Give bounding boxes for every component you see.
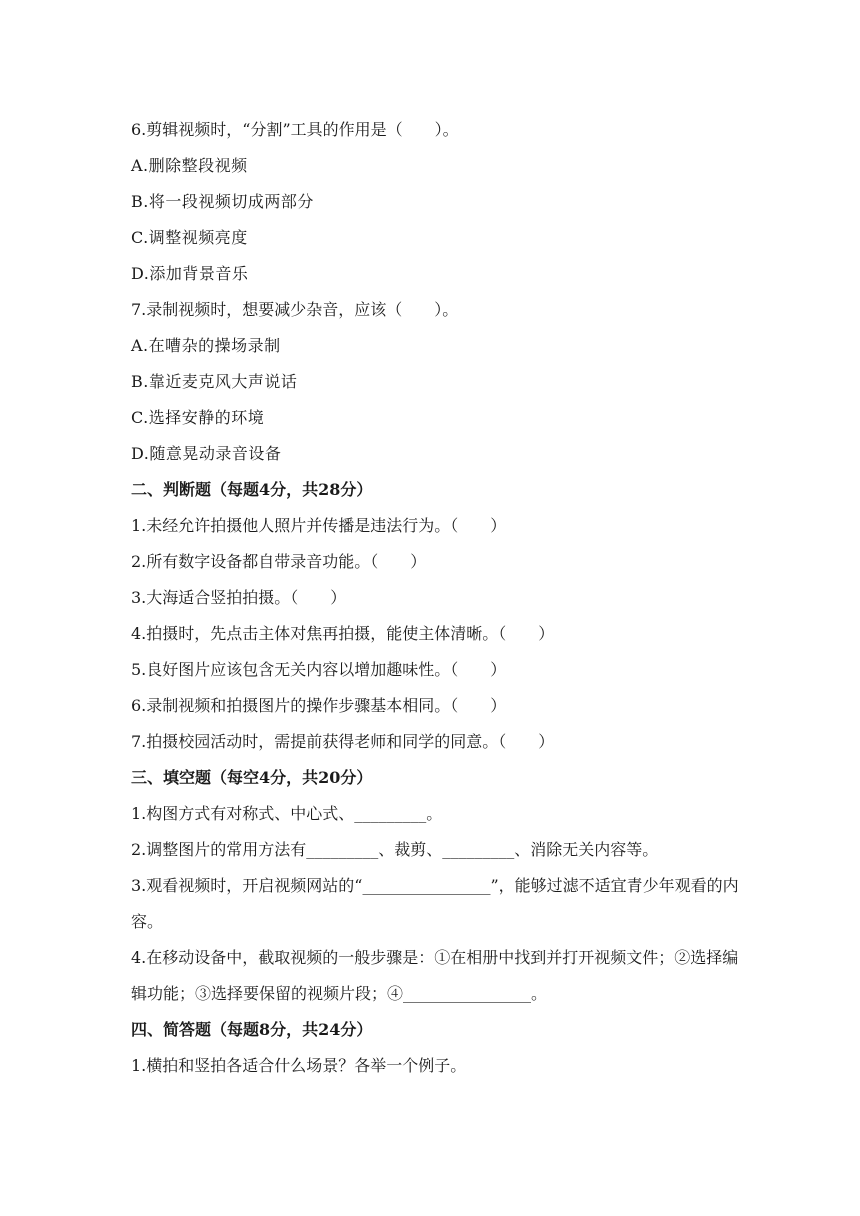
- question-7-option-a: A.在嘈杂的操场录制: [131, 336, 281, 355]
- question-6-stem: 6.剪辑视频时，“分割”工具的作用是（ ）。: [131, 120, 459, 139]
- judge-item: 7.拍摄校园活动时，需提前获得老师和同学的同意。（ ）: [131, 732, 555, 751]
- question-6-option-b: B.将一段视频切成两部分: [131, 192, 314, 211]
- question-7-option-d: D.随意晃动录音设备: [131, 444, 282, 463]
- judge-section-heading: 二、判断题（每题4分，共28分）: [131, 480, 373, 499]
- short-answer-section-heading: 四、简答题（每题8分，共24分）: [131, 1020, 373, 1039]
- short-answer-item: 1.横拍和竖拍各适合什么场景？各举一个例子。: [131, 1056, 467, 1075]
- question-7-option-c: C.选择安静的环境: [131, 408, 265, 427]
- judge-item: 4.拍摄时，先点击主体对焦再拍摄，能使主体清晰。（ ）: [131, 624, 555, 643]
- question-6-option-a: A.删除整段视频: [131, 156, 248, 175]
- judge-item: 2.所有数字设备都自带录音功能。（ ）: [131, 552, 427, 571]
- fill-item: 2.调整图片的常用方法有_________、裁剪、_________、消除无关内容等。: [131, 840, 659, 859]
- fill-item: 4.在移动设备中，截取视频的一般步骤是：①在相册中找到并打开视频文件；②选择编辑功能；③选择要保留的视频片段；④________________。: [131, 948, 739, 1003]
- fill-item: 3.观看视频时，开启视频网站的“________________”，能够过滤不适宜青少年观看的内容。: [131, 876, 739, 931]
- question-7-stem: 7.录制视频时，想要减少杂音，应该（ ）。: [131, 300, 459, 319]
- judge-item: 6.录制视频和拍摄图片的操作步骤基本相同。（ ）: [131, 696, 507, 715]
- question-6-option-c: C.调整视频亮度: [131, 228, 248, 247]
- judge-item: 5.良好图片应该包含无关内容以增加趣味性。（ ）: [131, 660, 507, 679]
- judge-item: 3.大海适合竖拍拍摄。（ ）: [131, 588, 347, 607]
- question-6-option-d: D.添加背景音乐: [131, 264, 249, 283]
- judge-item: 1.未经允许拍摄他人照片并传播是违法行为。（ ）: [131, 516, 507, 535]
- fill-item: 1.构图方式有对称式、中心式、_________。: [131, 804, 443, 823]
- exam-page: [131, 112, 741, 1084]
- fill-section-heading: 三、填空题（每空4分，共20分）: [131, 768, 373, 787]
- question-7-option-b: B.靠近麦克风大声说话: [131, 372, 298, 391]
